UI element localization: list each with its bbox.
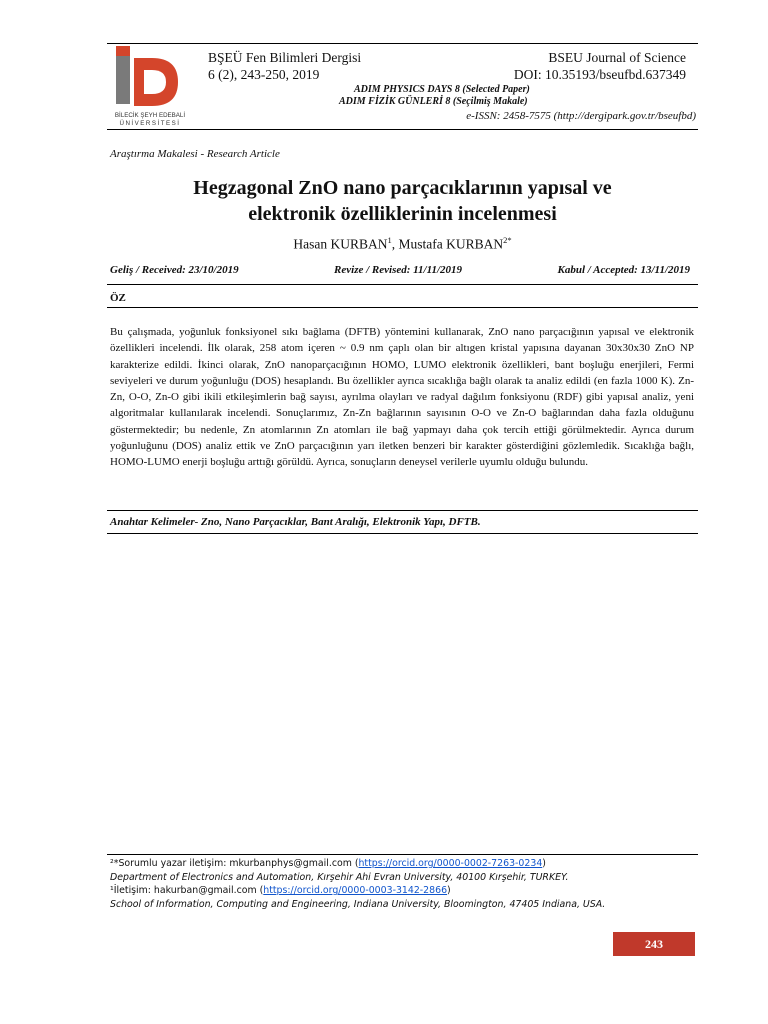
keywords: Anahtar Kelimeler- Zno, Nano Parçacıklar, Bant Aralığı, Elektronik Yapı, DFTB.	[110, 516, 481, 528]
footnote-corresponding	[110, 857, 605, 871]
orcid-link-2[interactable]: https://orcid.org/0000-0002-7263-0234	[358, 858, 543, 869]
journal-issue: 6 (2), 243-250, 2019	[208, 67, 320, 82]
date-revised: Revize / Revised: 11/11/2019	[334, 264, 463, 276]
paper-title	[107, 175, 698, 227]
footnote-affiliation-2: Department of Electronics and Automation, Kırşehir Ahi Evran University, 40100 Kırşehir, TURKEY.	[110, 871, 569, 883]
logo-text-line1: BİLECİK ŞEYH EDEBALİ	[114, 112, 186, 119]
university-logo	[112, 44, 188, 128]
author-separator: ,	[391, 236, 399, 252]
title-line-1: Hegzagonal ZnO nano parçacıklarının yapısal ve	[193, 177, 612, 199]
footnote-affiliation-1: School of Information, Computing and Engineering, Indiana University, Bloomington, 47405 Indiana, USA.	[110, 898, 606, 910]
author-2-affiliation: 2*	[503, 235, 512, 245]
article-dates	[110, 264, 690, 276]
footnote-paren-close-2: )	[447, 885, 451, 897]
abstract-text: Bu çalışmada, yoğunluk fonksiyonel sıkı bağlama (DFTB) yöntemini kullanarak, ZnO nano parçacığının yapısal ve elektronik özellikleri incelendi. İlk olarak, 258 atom içeren ~ 0.9 nm çaplı olan bir altıgen kristal yapısına dayanan 30x30x30 ZnO NP karakterize edildi. İkinci olarak, ZnO nanoparçacığının HOMO, LUMO elektronik özellikleri, bant boşluğu enerjileri, Fermi seviyeleri ve durum yoğunluğu (DOS) hesaplandı. Bu özellikler ayrıca sıcaklığa bağlı olarak ta analiz edildi (en fazla 1000 K). Zn-Zn, O-O, Zn-O gibi ikili etkileşimlerin bağ sayısı, ayrılma olayları ve radyal dağılım fonksiyonu (RDF) gibi yapısal analiz, yeni algoritmalar kullanılarak incelendi. Sonuçlarımız, Zn-Zn bağlarının sayısının O-O ve Zn-O bağlarından daha fazla olduğunu göstermektedir; bu nedenle, Zn atomlarının Zn atomları ile bağ yapmayı daha çok tercih ettiği görülmektedir. Ayrıca durum yoğunluğunu (DOS) analiz ettik ve ZnO parçacığının yarı iletken benzeri bir karakter gösterdiğini gözlemledik. Sıcaklığa bağlı, HOMO-LUMO enerji boşluğu arttığı görüldü. Ayrıca, sonuçların deneysel verilerle uyumlu olduğu bulundu.	[110, 326, 694, 469]
author-1: Hasan KURBAN	[293, 236, 388, 252]
event-tr: ADIM FİZİK GÜNLERİ 8 (Seçilmiş Makale)	[339, 96, 528, 107]
footnote-paren-close-1: )	[542, 858, 546, 869]
title-line-2: elektronik özelliklerinin incelenmesi	[248, 203, 557, 225]
footnote-rule	[107, 854, 698, 855]
author-1-affiliation: 1	[387, 235, 392, 245]
author-2: Mustafa KURBAN	[398, 236, 504, 252]
journal-issn[interactable]: e-ISSN: 2458-7575 (http://dergipark.gov.tr/bseufbd)	[466, 110, 696, 122]
keywords-bottom-rule	[107, 533, 698, 534]
journal-doi: DOI: 10.35193/bseufbd.637349	[513, 67, 686, 82]
page-number: 243	[613, 932, 695, 956]
footnotes	[110, 857, 605, 911]
header-top-rule	[107, 43, 698, 44]
abstract-heading: ÖZ	[110, 292, 126, 304]
date-accepted: Kabul / Accepted: 13/11/2019	[557, 264, 690, 276]
article-type: Araştırma Makalesi - Research Article	[110, 148, 280, 160]
abstract-heading-rule	[107, 307, 698, 308]
footnote-corresponding-email: ²*Sorumlu yazar iletişim: mkurbanphys@gmail.com (	[110, 858, 359, 869]
journal-name-en: BSEU Journal of Science	[548, 50, 686, 65]
header-bottom-rule	[107, 129, 698, 130]
footnote-contact-1	[110, 884, 605, 898]
journal-name-tr: BŞEÜ Fen Bilimleri Dergisi	[208, 50, 362, 65]
logo-text-line2: ÜNİVERSİTESİ	[119, 120, 181, 127]
author-list	[107, 235, 698, 253]
keywords-top-rule	[107, 510, 698, 511]
footnote-contact-email: ¹İletişim: hakurban@gmail.com (	[110, 885, 264, 897]
event-en: ADIM PHYSICS DAYS 8 (Selected Paper)	[354, 84, 530, 95]
date-received: Geliş / Received: 23/10/2019	[110, 264, 239, 276]
dates-rule	[107, 284, 698, 285]
orcid-link-1[interactable]: https://orcid.org/0000-0003-3142-2866	[263, 885, 448, 897]
